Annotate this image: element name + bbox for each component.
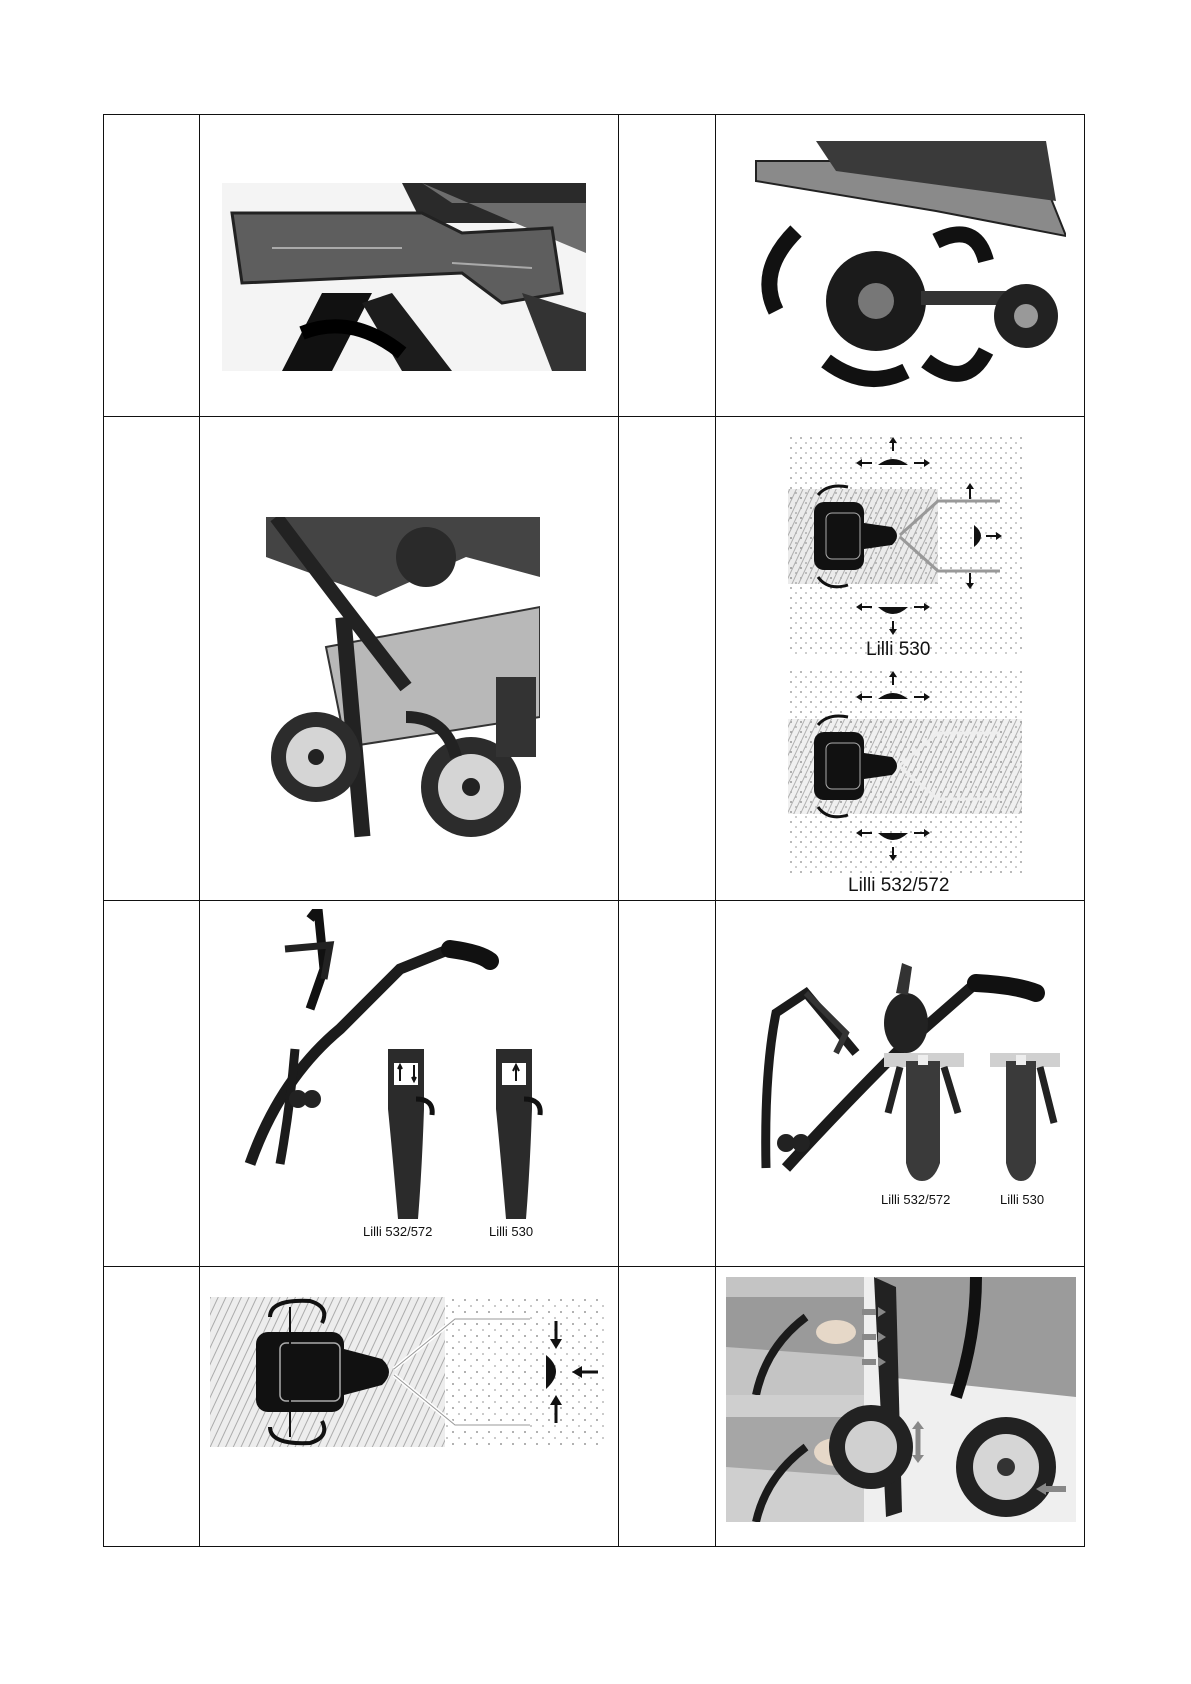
figure-number-cell [104, 115, 200, 417]
height-detail-a [884, 1053, 964, 1183]
label-lilli-532-572: Lilli 532/572 [848, 875, 950, 896]
figure-cell-depth-diagram-top [200, 1267, 619, 1547]
figure-cell-wheel-frame [200, 417, 619, 901]
depth-adjust-photo [726, 1277, 1076, 1522]
figure-cell-tiller-rotor [716, 115, 1085, 417]
figure-cell-depth-diagrams [716, 417, 1085, 901]
lock-detail-a [378, 1049, 440, 1219]
figure-cell-handle-lock [200, 901, 619, 1267]
label-lilli-532-572: Lilli 532/572 [881, 1192, 951, 1207]
figure-number-cell [619, 417, 716, 901]
height-detail-b [990, 1053, 1060, 1183]
label-lilli-530: Lilli 530 [1000, 1192, 1045, 1207]
lock-detail-b [486, 1049, 548, 1219]
figure-cell-depth-adjust [716, 1267, 1085, 1547]
label-lilli-530: Lilli 530 [866, 639, 931, 660]
figure-number-cell [619, 1267, 716, 1547]
figure-row-1 [104, 115, 1085, 417]
figure-row-4 [104, 1267, 1085, 1547]
figure-number-cell [104, 417, 200, 901]
figure-number-cell [619, 901, 716, 1267]
figure-number-cell [104, 901, 200, 1267]
figure-number-cell [619, 115, 716, 417]
figure-cell-tine-guard [200, 115, 619, 417]
tiller-rotor-photo [736, 141, 1066, 403]
figure-row-3 [104, 901, 1085, 1267]
tine-guard-photo [222, 183, 586, 371]
figure-row-2 [104, 417, 1085, 901]
figure-table [103, 114, 1085, 1547]
depth-diagram-top-view [210, 1297, 605, 1447]
depth-diagram-532-572 [788, 669, 1022, 874]
figure-number-cell [104, 1267, 200, 1547]
depth-diagram-530 [788, 435, 1022, 657]
figure-cell-handle-height [716, 901, 1085, 1267]
label-lilli-532-572: Lilli 532/572 [363, 1224, 433, 1239]
wheel-frame-photo [266, 517, 540, 839]
label-lilli-530: Lilli 530 [489, 1224, 534, 1239]
